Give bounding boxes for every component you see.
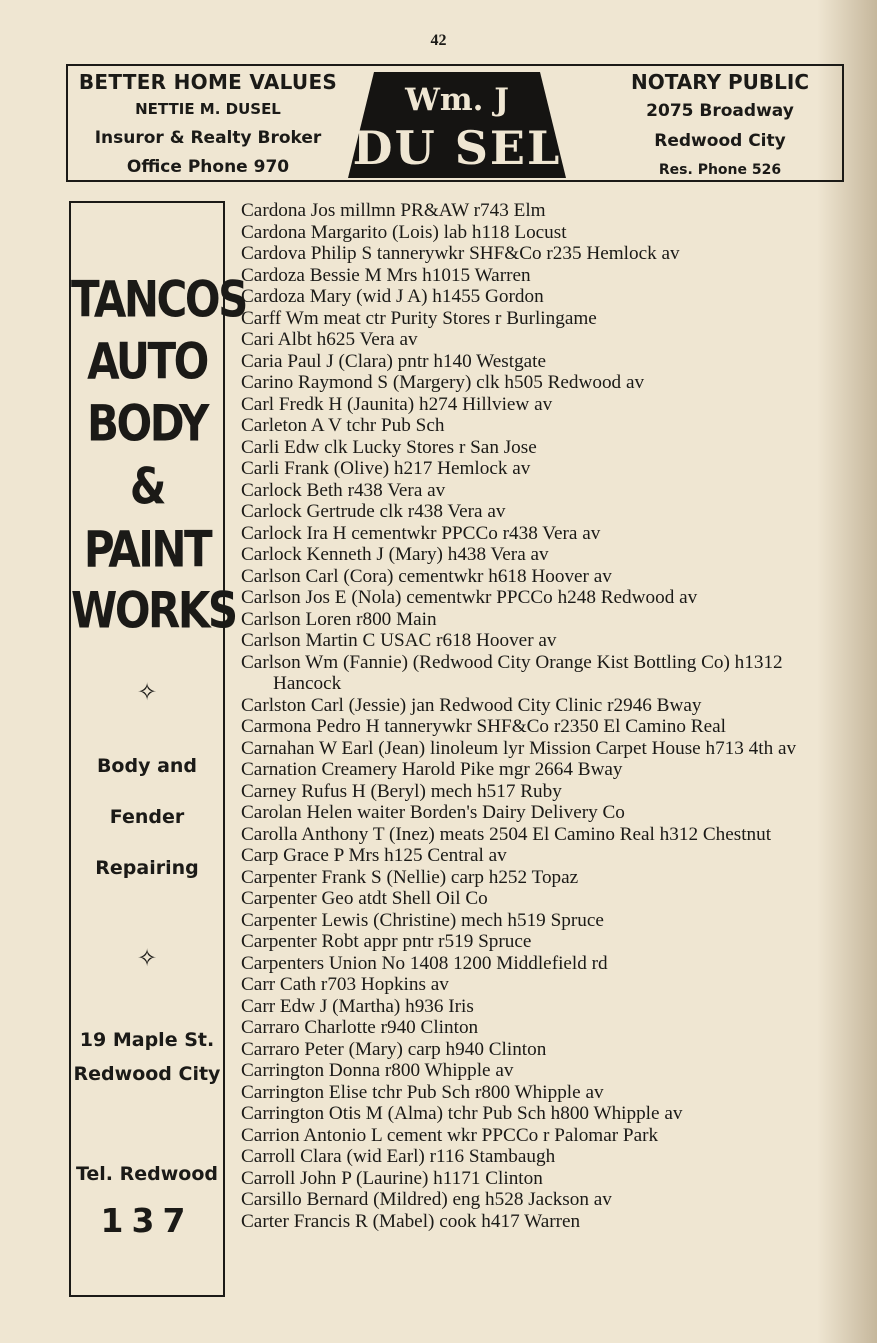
- top-advertisement: [66, 64, 844, 182]
- directory-entry: Carpenter Frank S (Nellie) carp h252 Topaz: [241, 866, 579, 888]
- directory-entry: Cardona Jos millmn PR&AW r743 Elm: [241, 200, 546, 221]
- directory-entry: Carter Francis R (Mabel) cook h417 Warren: [241, 1210, 581, 1232]
- ad-agent-name: NETTIE M. DUSEL: [135, 100, 281, 118]
- directory-entry: Carney Rufus H (Beryl) mech h517 Ruby: [241, 780, 562, 802]
- directory-entry: Carraro Peter (Mary) carp h940 Clinton: [241, 1038, 547, 1060]
- directory-entry: Carnation Creamery Harold Pike mgr 2664 Bway: [241, 759, 623, 780]
- directory-entry: Carrington Elise tchr Pub Sch r800 Whipple av: [241, 1081, 604, 1103]
- ad-office-phone: Office Phone 970: [126, 157, 290, 177]
- directory-entry: Cardova Philip S tannerywkr SHF&Co r235 Hemlock av: [241, 243, 680, 264]
- directory-entry: Carolla Anthony T (Inez) meats 2504 El Camino Real h312 Chestnut: [241, 823, 772, 845]
- side-advertisement: [69, 201, 246, 1297]
- directory-entry: Carp Grace P Mrs h125 Central av: [241, 845, 507, 866]
- directory-entry: Carmona Pedro H tannerywkr SHF&Co r2350 El Camino Real: [241, 716, 726, 737]
- directory-entry: Carrington Donna r800 Whipple av: [241, 1060, 514, 1081]
- ad-street-address: 2075 Broadway: [646, 101, 794, 121]
- directory-entry: Carpenter Robt appr pntr r519 Spruce: [241, 931, 532, 952]
- directory-entry: Carroll Clara (wid Earl) r116 Stambaugh: [241, 1146, 556, 1167]
- side-ad-title-line: PAINT: [83, 520, 211, 579]
- directory-entry: Carlson Carl (Cora) cementwkr h618 Hoover av: [241, 565, 612, 587]
- directory-entry: Carnahan W Earl (Jean) linoleum lyr Mission Carpet House h713 4th av: [241, 737, 797, 759]
- directory-entry: Carpenter Geo atdt Shell Oil Co: [241, 888, 488, 909]
- logo-first-line: Wm. J: [405, 82, 509, 118]
- ad-left-block: [68, 68, 348, 181]
- side-ad-tel-label: Tel. Redwood: [75, 1163, 219, 1185]
- side-ad-service-line: Repairing: [95, 857, 199, 879]
- page-number: 42: [430, 32, 447, 49]
- side-ad-address-line: Redwood City: [73, 1063, 221, 1085]
- directory-entry: Carlson Loren r800 Main: [241, 608, 437, 630]
- directory-entry: Carsillo Bernard (Mildred) eng h528 Jackson av: [241, 1189, 612, 1210]
- side-ad-title-line: &: [129, 457, 165, 516]
- directory-entry: Carpenter Lewis (Christine) mech h519 Spruce: [241, 909, 604, 931]
- directory-entry: Carli Edw clk Lucky Stores r San Jose: [241, 436, 537, 458]
- directory-entry: Carlock Beth r438 Vera av: [241, 479, 446, 501]
- directory-entry: Carlson Jos E (Nola) cementwkr PPCCo h248 Redwood av: [241, 587, 698, 608]
- ad-headline: BETTER HOME VALUES: [78, 70, 338, 94]
- ad-res-phone: Res. Phone 526: [658, 162, 782, 178]
- ornament-diamond-icon: ✧: [136, 944, 158, 972]
- directory-entry: Carff Wm meat ctr Purity Stores r Burlingame: [241, 307, 597, 329]
- directory-entry: Carlock Kenneth J (Mary) h438 Vera av: [241, 544, 549, 565]
- side-ad-title-line: AUTO: [87, 332, 207, 391]
- directory-entry: Carrion Antonio L cement wkr PPCCo r Palomar Park: [241, 1124, 659, 1146]
- ornament-diamond-icon: ✧: [136, 678, 158, 706]
- directory-entry: Carlock Gertrude clk r438 Vera av: [241, 501, 506, 522]
- directory-entry: Cari Albt h625 Vera av: [241, 329, 418, 350]
- side-ad-service-line: Body and: [96, 755, 198, 777]
- directory-entry: Carlson Martin C USAC r618 Hoover av: [241, 630, 557, 651]
- side-ad-title-line: WORKS: [71, 581, 236, 640]
- directory-listing: [241, 200, 851, 1232]
- directory-entry: Carroll John P (Laurine) h1171 Clinton: [241, 1167, 543, 1189]
- logo-surname: DU SEL: [352, 121, 562, 175]
- directory-entry: Cardoza Mary (wid J A) h1455 Gordon: [241, 286, 544, 307]
- directory-entry: Cardoza Bessie M Mrs h1015 Warren: [241, 264, 531, 286]
- dusel-logo: [346, 70, 568, 178]
- side-ad-tel-number: 137: [100, 1201, 194, 1240]
- ad-city: Redwood City: [654, 131, 786, 151]
- directory-entry: Carraro Charlotte r940 Clinton: [241, 1017, 479, 1038]
- ad-notary: NOTARY PUBLIC: [630, 70, 810, 94]
- side-ad-address-line: 19 Maple St.: [79, 1029, 215, 1051]
- directory-entry: Carlson Wm (Fannie) (Redwood City Orange Kist Bottling Co) h1312 Hancock: [241, 651, 783, 694]
- directory-entry: Carl Fredk H (Jaunita) h274 Hillview av: [241, 393, 553, 415]
- directory-entry: Carr Cath r703 Hopkins av: [241, 974, 449, 995]
- directory-entry: Carlston Carl (Jessie) jan Redwood City Clinic r2946 Bway: [241, 694, 702, 716]
- directory-entry: Carpenters Union No 1408 1200 Middlefield rd: [241, 952, 608, 974]
- directory-entry: Caria Paul J (Clara) pntr h140 Westgate: [241, 350, 547, 372]
- directory-entry: Carli Frank (Olive) h217 Hemlock av: [241, 458, 531, 479]
- directory-entry: Carolan Helen waiter Borden's Dairy Delivery Co: [241, 802, 625, 823]
- directory-entry: Carlock Ira H cementwkr PPCCo r438 Vera av: [241, 522, 601, 544]
- directory-entry: Carino Raymond S (Margery) clk h505 Redwood av: [241, 372, 645, 393]
- side-ad-title-line: BODY: [87, 394, 207, 453]
- directory-entry: Cardona Margarito (Lois) lab h118 Locust: [241, 221, 567, 243]
- directory-entry: Carrington Otis M (Alma) tchr Pub Sch h800 Whipple av: [241, 1103, 683, 1124]
- side-ad-title-line: TANCOS: [71, 270, 246, 329]
- side-ad-service-line: Fender: [109, 806, 185, 828]
- directory-entry: Carr Edw J (Martha) h936 Iris: [241, 995, 474, 1017]
- ad-agent-title: Insuror & Realty Broker: [94, 128, 322, 148]
- directory-entry: Carleton A V tchr Pub Sch: [241, 415, 445, 436]
- ad-right-block: [596, 68, 844, 184]
